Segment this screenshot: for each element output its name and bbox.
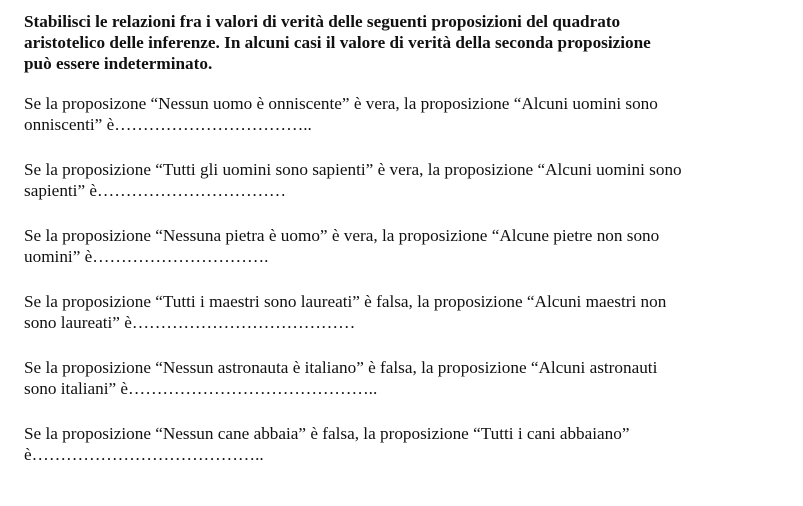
exercise-sheet bbox=[24, 11, 784, 489]
exercise-item-6: Se la proposizione “Nessun cane abbaia” è falsa, la proposizione “Tutti i cani abbaiano” è………………………………….. bbox=[24, 424, 630, 464]
exercise-item-5: Se la proposizione “Nessun astronauta è italiano” è falsa, la proposizione “Alcuni astronauti sono italiani” è…………………………………….. bbox=[24, 358, 658, 398]
exercise-item-1: Se la proposizone “Nessun uomo è onniscente” è vera, la proposizione “Alcuni uomini sono onniscenti” è…………………………….. bbox=[24, 94, 658, 134]
instructions-heading: Stabilisci le relazioni fra i valori di verità delle seguenti proposizioni del quadrato aristotelico delle inferenze. In alcuni casi il valore di verità della seconda proposizione può essere indeterminato. bbox=[24, 12, 651, 73]
exercise-item-3: Se la proposizione “Nessuna pietra è uomo” è vera, la proposizione “Alcune pietre non sono uomini” è…………………………. bbox=[24, 226, 660, 266]
exercise-item-2: Se la proposizione “Tutti gli uomini sono sapienti” è vera, la proposizione “Alcuni uomini sono sapienti” è…………………………… bbox=[24, 160, 682, 200]
exercise-item-4: Se la proposizione “Tutti i maestri sono laureati” è falsa, la proposizione “Alcuni maestri non sono laureati” è………………………………… bbox=[24, 292, 667, 332]
